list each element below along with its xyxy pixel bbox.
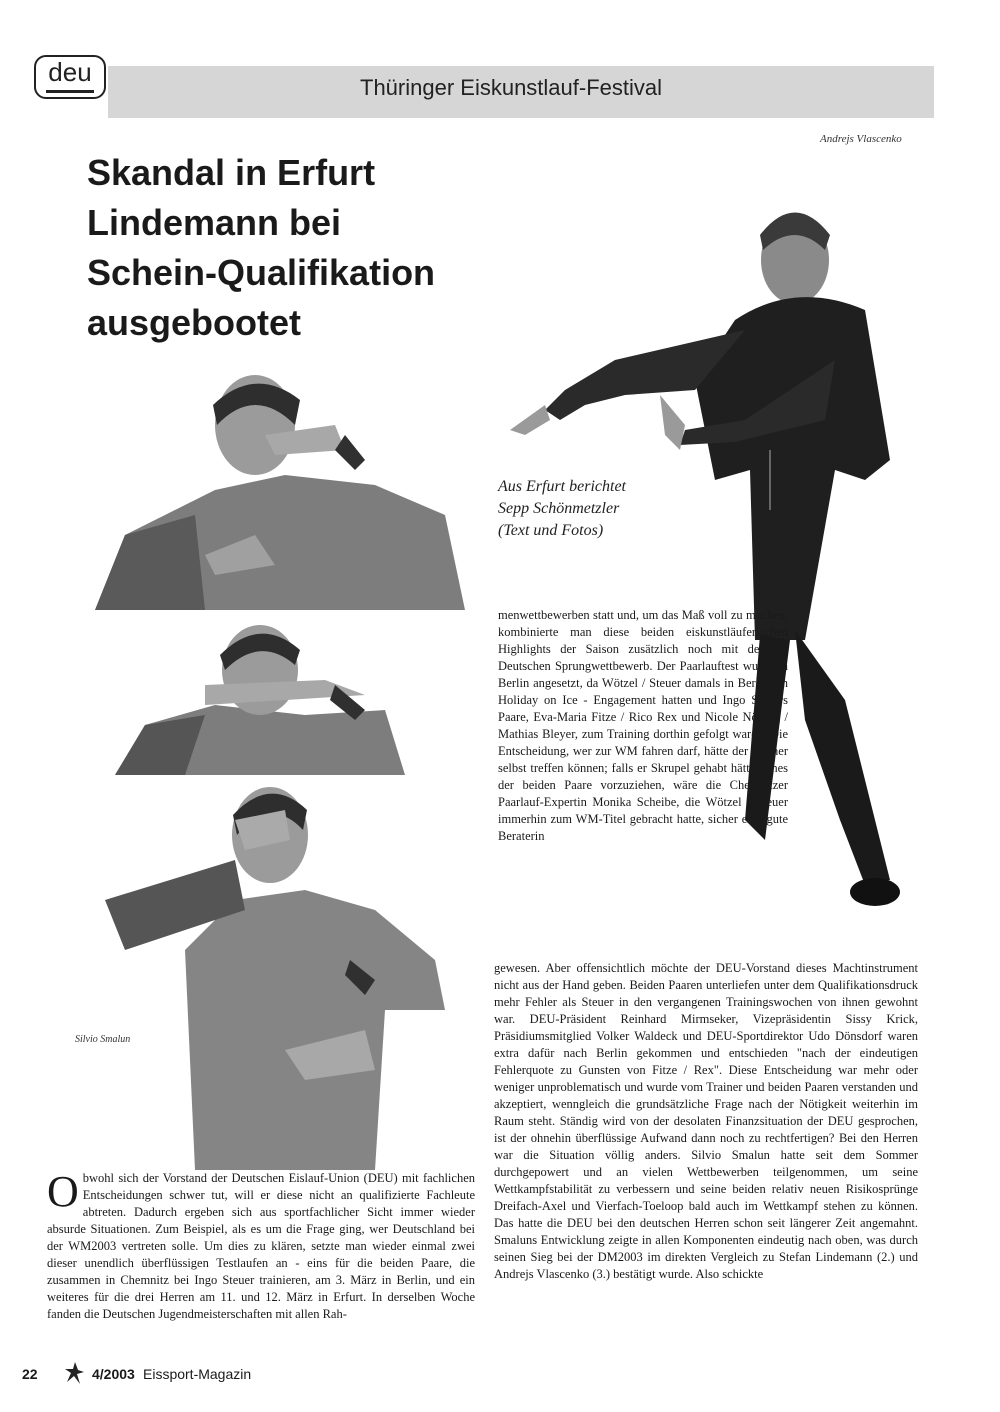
section-title: Thüringer Eiskunstlauf-Festival (360, 75, 663, 100)
article-column-right-top (498, 607, 788, 845)
logo-underline (46, 90, 94, 93)
headline-line: ausgebootet (87, 302, 302, 343)
headline-line: Schein-Qualifikation (87, 252, 436, 293)
logo-text: deu (48, 57, 92, 87)
article-column-left (47, 1167, 475, 1323)
figure-skater-icon (62, 1360, 88, 1386)
article-text: bwohl sich der Vorstand der Deutschen Eislauf-Union (DEU) mit fachlichen Entscheidungen schwer tut, will er diese nicht an qualifizierte Fachleute abtreten. Dadurch ergeben sich aus sportfachlicher Sicht immer wieder absurde Situationen. Zum Beispiel, als es um die Frage ging, wer Deutschland bei der WM2003 vertreten solle. Um dies zu klären, setzte man wieder einmal zwei dieser unendlich überflüssigen Testlaufen an - eins für die beiden Paare, die zusammen in Chemnitz bei Ingo Steuer trainieren, am 3. März in Berlin, und ein weiteres für die drei Herren am 11. und 12. März in Erfurt. In derselben Woche fanden die Deutschen Jugendmeisterschaften mit allen Rah- (47, 1171, 475, 1321)
page-number: 22 (22, 1366, 38, 1382)
issue-number: 4/2003 (92, 1366, 135, 1382)
smalun-photo-top (85, 365, 485, 610)
smalun-photo-bottom (85, 780, 485, 1170)
byline (498, 476, 626, 542)
smalun-photo-middle (85, 615, 485, 775)
deu-logo (34, 55, 106, 99)
headline-line: Lindemann bei (87, 202, 342, 243)
headline-line: Skandal in Erfurt (87, 152, 376, 193)
article-text: gewesen. Aber offensichtlich möchte der DEU-Vorstand dieses Machtinstrument nicht aus der Hand geben. Beiden Paaren unterliefen unter dem Qualifikationsdruck mehr Fehler als Steuer in den vergangenen Trainingswochen von ihnen gewohnt war. DEU-Präsident Reinhard Mirmseker, Vizepräsidentin Sissy Krick, Präsidiumsmitglied Volker Waldeck und DEU-Sportdirektor Udo Dönsdorf waren extra dafür nach Berlin gekommen und entschieden "nach der eindeutigen Fehlerquote zu Gunsten von Fitze / Rex". Diese Entscheidung war mehr oder weniger unproblematisch und wurde vom Trainer und beiden Paaren verstanden und akzeptiert, wenngleich die grundsätzliche Frage nach der Nötigkeit weiterhin im Raum steht. Ständig wird von der desolaten Finanzsituation der DEU gesprochen, ist der ohnehin überflüssige Aufwand dann noch zu rechtfertigen? Bei den Herren war die Situation völlig anders. Silvio Smalun hatte seit dem Sommer durchgepowert und an vielen Wettbewerben teilgenommen, um seine Wettkampfstabilität zu verbessern und seine beiden relativ neuen Risikosprünge Dreifach-Axel und Vierfach-Toeloop bald auch im Wettkampf stehen zu können. Das hatte die DEU bei den deutschen Herren schon seit längerer Zeit angemahnt. Smaluns Entwicklung zeigte in allen Komponenten eindeutig nach oben, was durch seinen Sieg bei der DM2003 im direkten Vergleich zu Stefan Lindemann (2.) und Andrejs Vlascenko (3.) bestätigt wurde. Also schickte (494, 961, 918, 1281)
photo-credit: Andrejs Vlascenko (820, 133, 902, 145)
byline-line: Aus Erfurt berichtet (498, 478, 626, 495)
article-column-right-bottom (494, 960, 918, 1283)
drop-cap: O (47, 1167, 79, 1216)
photo-caption: Silvio Smalun (75, 1034, 131, 1045)
byline-line: Sepp Schönmetzler (498, 500, 620, 517)
byline-line: (Text und Fotos) (498, 522, 604, 539)
article-text: menwettbewerben statt und, um das Maß voll zu machen, kombinierte man diese beiden eiskunstläuferischen Highlights der Saison zusätzlich noch mit dem 1. Deutschen Sprungwettbewerb. Der Paarlauftest wurde in Berlin angesetzt, da Wötzel / Steuer damals in Berlin ein Holiday on Ice - Engagement hatten und Ingo Steuers Paare, Eva-Maria Fitze / Rico Rex und Nicole Nönnig / Mathias Bleyer, zum Training dorthin gefolgt waren. Die Entscheidung, wer zur WM fahren darf, hätte der Trainer selbst treffen können; falls er Skrupel gehabt hätte, eines der beiden Paare vorzuziehen, wäre die Chemnitzer Paarlauf-Expertin Monika Scheibe, die Wötzel / Steuer immerhin zum WM-Titel gebracht hatte, sicher eine gute Beraterin (498, 608, 788, 843)
headline (87, 148, 507, 348)
magazine-name: Eissport-Magazin (143, 1366, 252, 1382)
